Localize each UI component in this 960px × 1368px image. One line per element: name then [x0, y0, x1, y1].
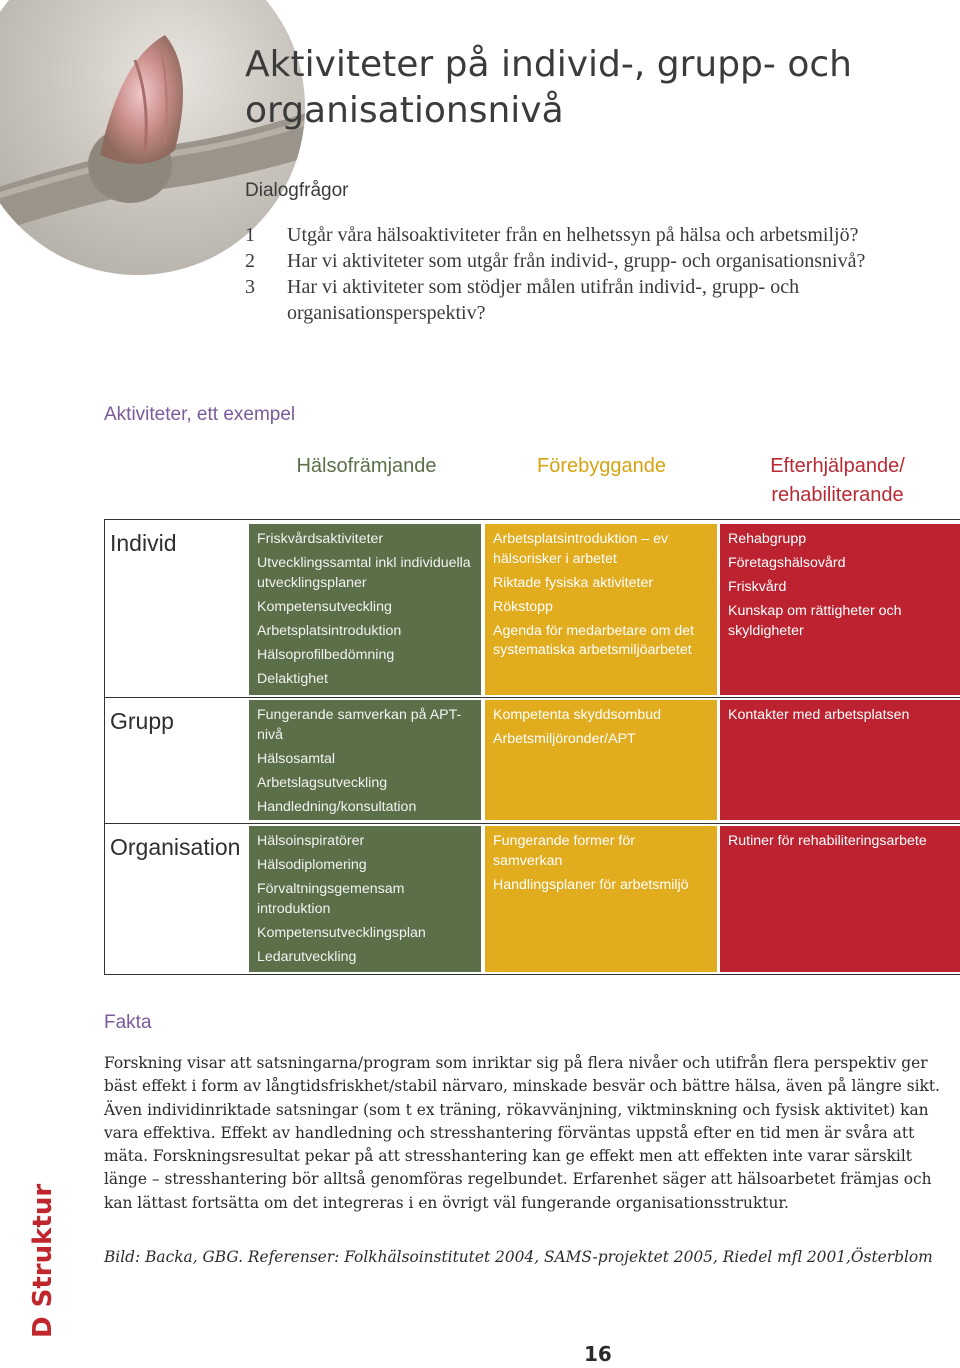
list-item: Agenda för medarbetare om det systematiska arbetsmiljöarbetet: [493, 622, 695, 658]
list-item: Handledning/konsultation: [257, 798, 417, 815]
list-item: Fungerande former för samverkan: [493, 833, 635, 869]
list-item: Arbetsmiljöronder/APT: [493, 731, 636, 747]
list-item: Delaktighet: [257, 670, 328, 687]
list-item: Kompetenta skyddsombud: [493, 707, 661, 723]
list-item: Hälsodiplomering: [257, 857, 367, 873]
cell-organisation-health-promoting: [249, 826, 481, 972]
example-label: Aktiviteter, ett exempel: [104, 404, 296, 425]
list-item: Företagshälsovård: [728, 555, 846, 571]
page-title: Aktiviteter på individ-, grupp- och organisationsnivå: [245, 44, 852, 131]
row-label-grupp: Grupp: [104, 698, 249, 823]
cell-grupp-health-promoting: [249, 700, 481, 820]
list-item: Hälsosamtal: [257, 750, 336, 767]
question-number: 2: [245, 250, 255, 272]
cell-individ-health-promoting: [249, 524, 481, 695]
list-item: Riktade fysiska aktiviteter: [493, 574, 654, 591]
list-item: Kontakter med arbetsplatsen: [728, 707, 910, 723]
list-item: Förvaltningsgemensam introduktion: [257, 881, 405, 917]
question-text: Har vi aktiviteter som utgår från individ-, grupp- och organisationsnivå?: [287, 250, 866, 272]
list-item: Hälsoprofilbedömning: [257, 646, 395, 663]
list-item: Kompetensutveckling: [257, 598, 392, 615]
dialog-questions: [245, 222, 925, 326]
cell-individ-preventive: [485, 524, 717, 695]
list-item: Rökstopp: [493, 598, 553, 615]
list-item: Fungerande samverkan på APT-nivå: [257, 707, 462, 743]
section-tab-label: D Struktur: [28, 1183, 58, 1338]
page-number: 16: [584, 1342, 612, 1366]
row-divider: [104, 974, 960, 975]
column-header-health-promoting: Hälsofrämjande: [296, 455, 437, 477]
row-divider: [104, 823, 960, 824]
list-item: Arbetslagsutveckling: [257, 774, 388, 791]
credit-text: Bild: Backa, GBG. Referenser: Folkhälsoinstitutet 2004, SAMS-projektet 2005, Riedel mfl 2001,Österblom: [104, 1248, 933, 1266]
row-label-individ: Individ: [104, 520, 249, 697]
question-text: Utgår våra hälsoaktiviteter från en helhetssyn på hälsa och arbetsmiljö?: [287, 224, 859, 246]
list-item: Arbetsplatsintroduktion – ev hälsorisker i arbetet: [493, 531, 669, 567]
question-item: [245, 222, 925, 248]
list-item: Kompetensutvecklingsplan: [257, 924, 426, 941]
cell-organisation-preventive: [485, 826, 717, 972]
cell-individ-rehabilitative: [720, 524, 960, 695]
section-tab: [0, 1150, 58, 1340]
cell-grupp-rehabilitative: [720, 700, 960, 820]
column-header-rehabilitative: Efterhjälpande/ rehabiliterande: [770, 455, 905, 506]
cell-organisation-rehabilitative: [720, 826, 960, 972]
list-item: Utvecklingssamtal inkl individuella utvecklingsplaner: [257, 555, 471, 591]
question-number: 3: [245, 276, 255, 298]
column-header-preventive: Förebyggande: [537, 455, 666, 477]
list-item: Kunskap om rättigheter och skyldigheter: [728, 603, 902, 639]
question-item: [245, 248, 925, 274]
question-item: [245, 274, 925, 326]
list-item: Rehabgrupp: [728, 531, 807, 547]
cell-grupp-preventive: [485, 700, 717, 820]
list-item: Rutiner för rehabiliteringsarbete: [728, 833, 927, 849]
fakta-text: Forskning visar att satsningarna/program som inriktar sig på flera nivåer och utifrån flera perspektiv ger bäst effekt i form av långtidsfriskhet/stabil närvaro, minskade besvär och bättre hälsa, även på längre sikt. Även individinriktade satsningar (som t ex träning, rökavvänjning, viktminskning och fysisk aktivitet) kan vara effektiva. Effekt av handledning och stresshantering förväntas uppstå efter en tid men är svåra att mäta. Forskningsresultat pekar på att stresshantering kan ge effekt men att effekten inte varar särskilt länge – stresshantering bör alltså genomföras regelbundet. Erfarenhet säger att hälsoarbetet främjas och kan lättast fortsätta om det integreras i en övrigt väl fungerande organisationsstruktur.: [104, 1054, 940, 1212]
dialog-heading: Dialogfrågor: [245, 180, 349, 201]
list-item: Hälsoinspiratörer: [257, 833, 365, 849]
list-item: Arbetsplatsintroduktion: [257, 622, 402, 639]
list-item: Ledarutveckling: [257, 948, 357, 965]
list-item: Friskvårdsaktiviteter: [257, 531, 384, 547]
list-item: Handlingsplaner för arbetsmiljö: [493, 876, 689, 893]
list-item: Friskvård: [728, 579, 787, 595]
row-label-organisation: Organisation: [104, 824, 216, 974]
question-text: Har vi aktiviteter som stödjer målen utifrån individ-, grupp- och organisationsperspektiv?: [287, 276, 800, 324]
fakta-label: Fakta: [104, 1012, 152, 1033]
question-number: 1: [245, 224, 255, 246]
